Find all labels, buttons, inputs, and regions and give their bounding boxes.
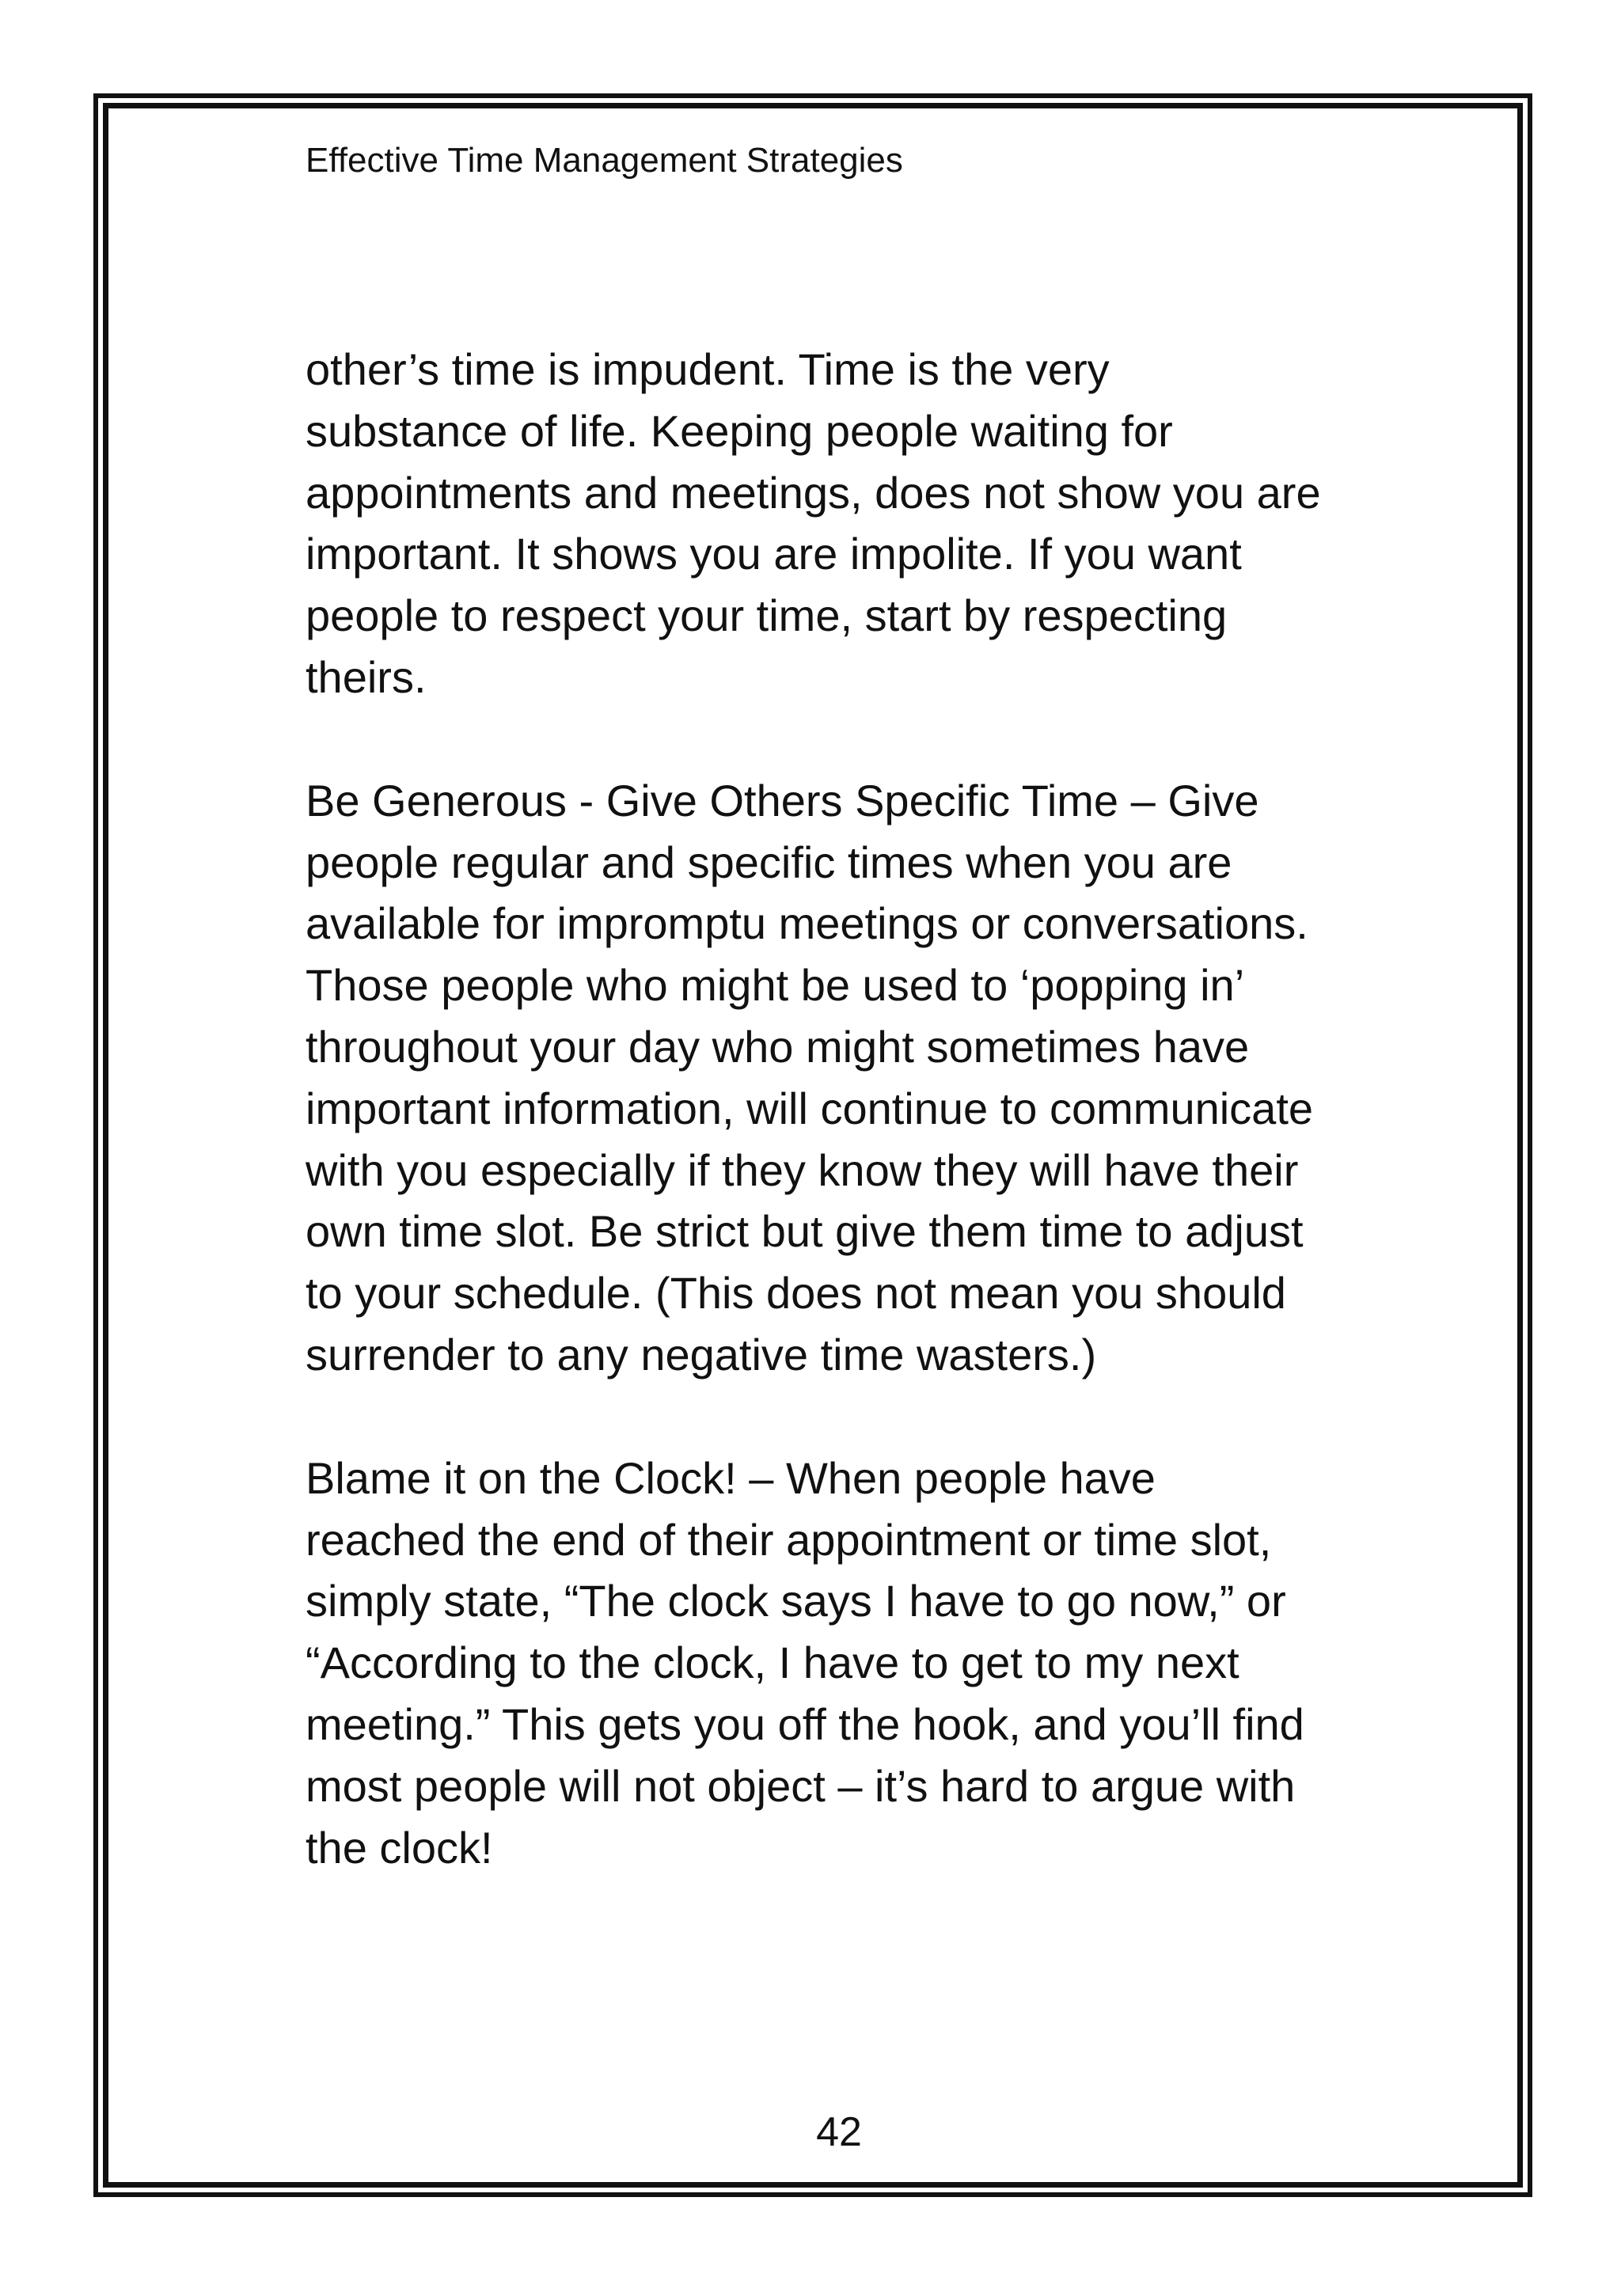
running-header: Effective Time Management Strategies xyxy=(306,141,903,180)
paragraph-be-generous: Be Generous - Give Others Specific Time – Give people regular and specific times when you are available for impromptu meetings or conversations. Those people who might be used to ‘popping in’ throughout your day who might sometimes have important information, will continue to communicate with you especially if they know they will have their own time slot. Be strict but give them time to adjust to your schedule. (This does not mean you should surrender to any negative time wasters.) xyxy=(306,775,1314,1379)
paragraph-blame-the-clock: Blame it on the Clock! – When people have reached the end of their appointment or time slot, simply state, “The clock says I have to go now,” or “According to the clock, I have to get to my next meeting.” This gets you off the hook, and you’ll find most people will not object – it’s hard to argue with the clock! xyxy=(306,1452,1304,1873)
page-number: 42 xyxy=(816,2109,862,2155)
paragraph-respect-time: other’s time is impudent. Time is the very substance of life. Keeping people waiting for appointments and meetings, does not show you are important. It shows you are impolite. If you want people to respect your time, start by respecting theirs. xyxy=(306,344,1321,702)
body-text xyxy=(306,339,1390,1878)
